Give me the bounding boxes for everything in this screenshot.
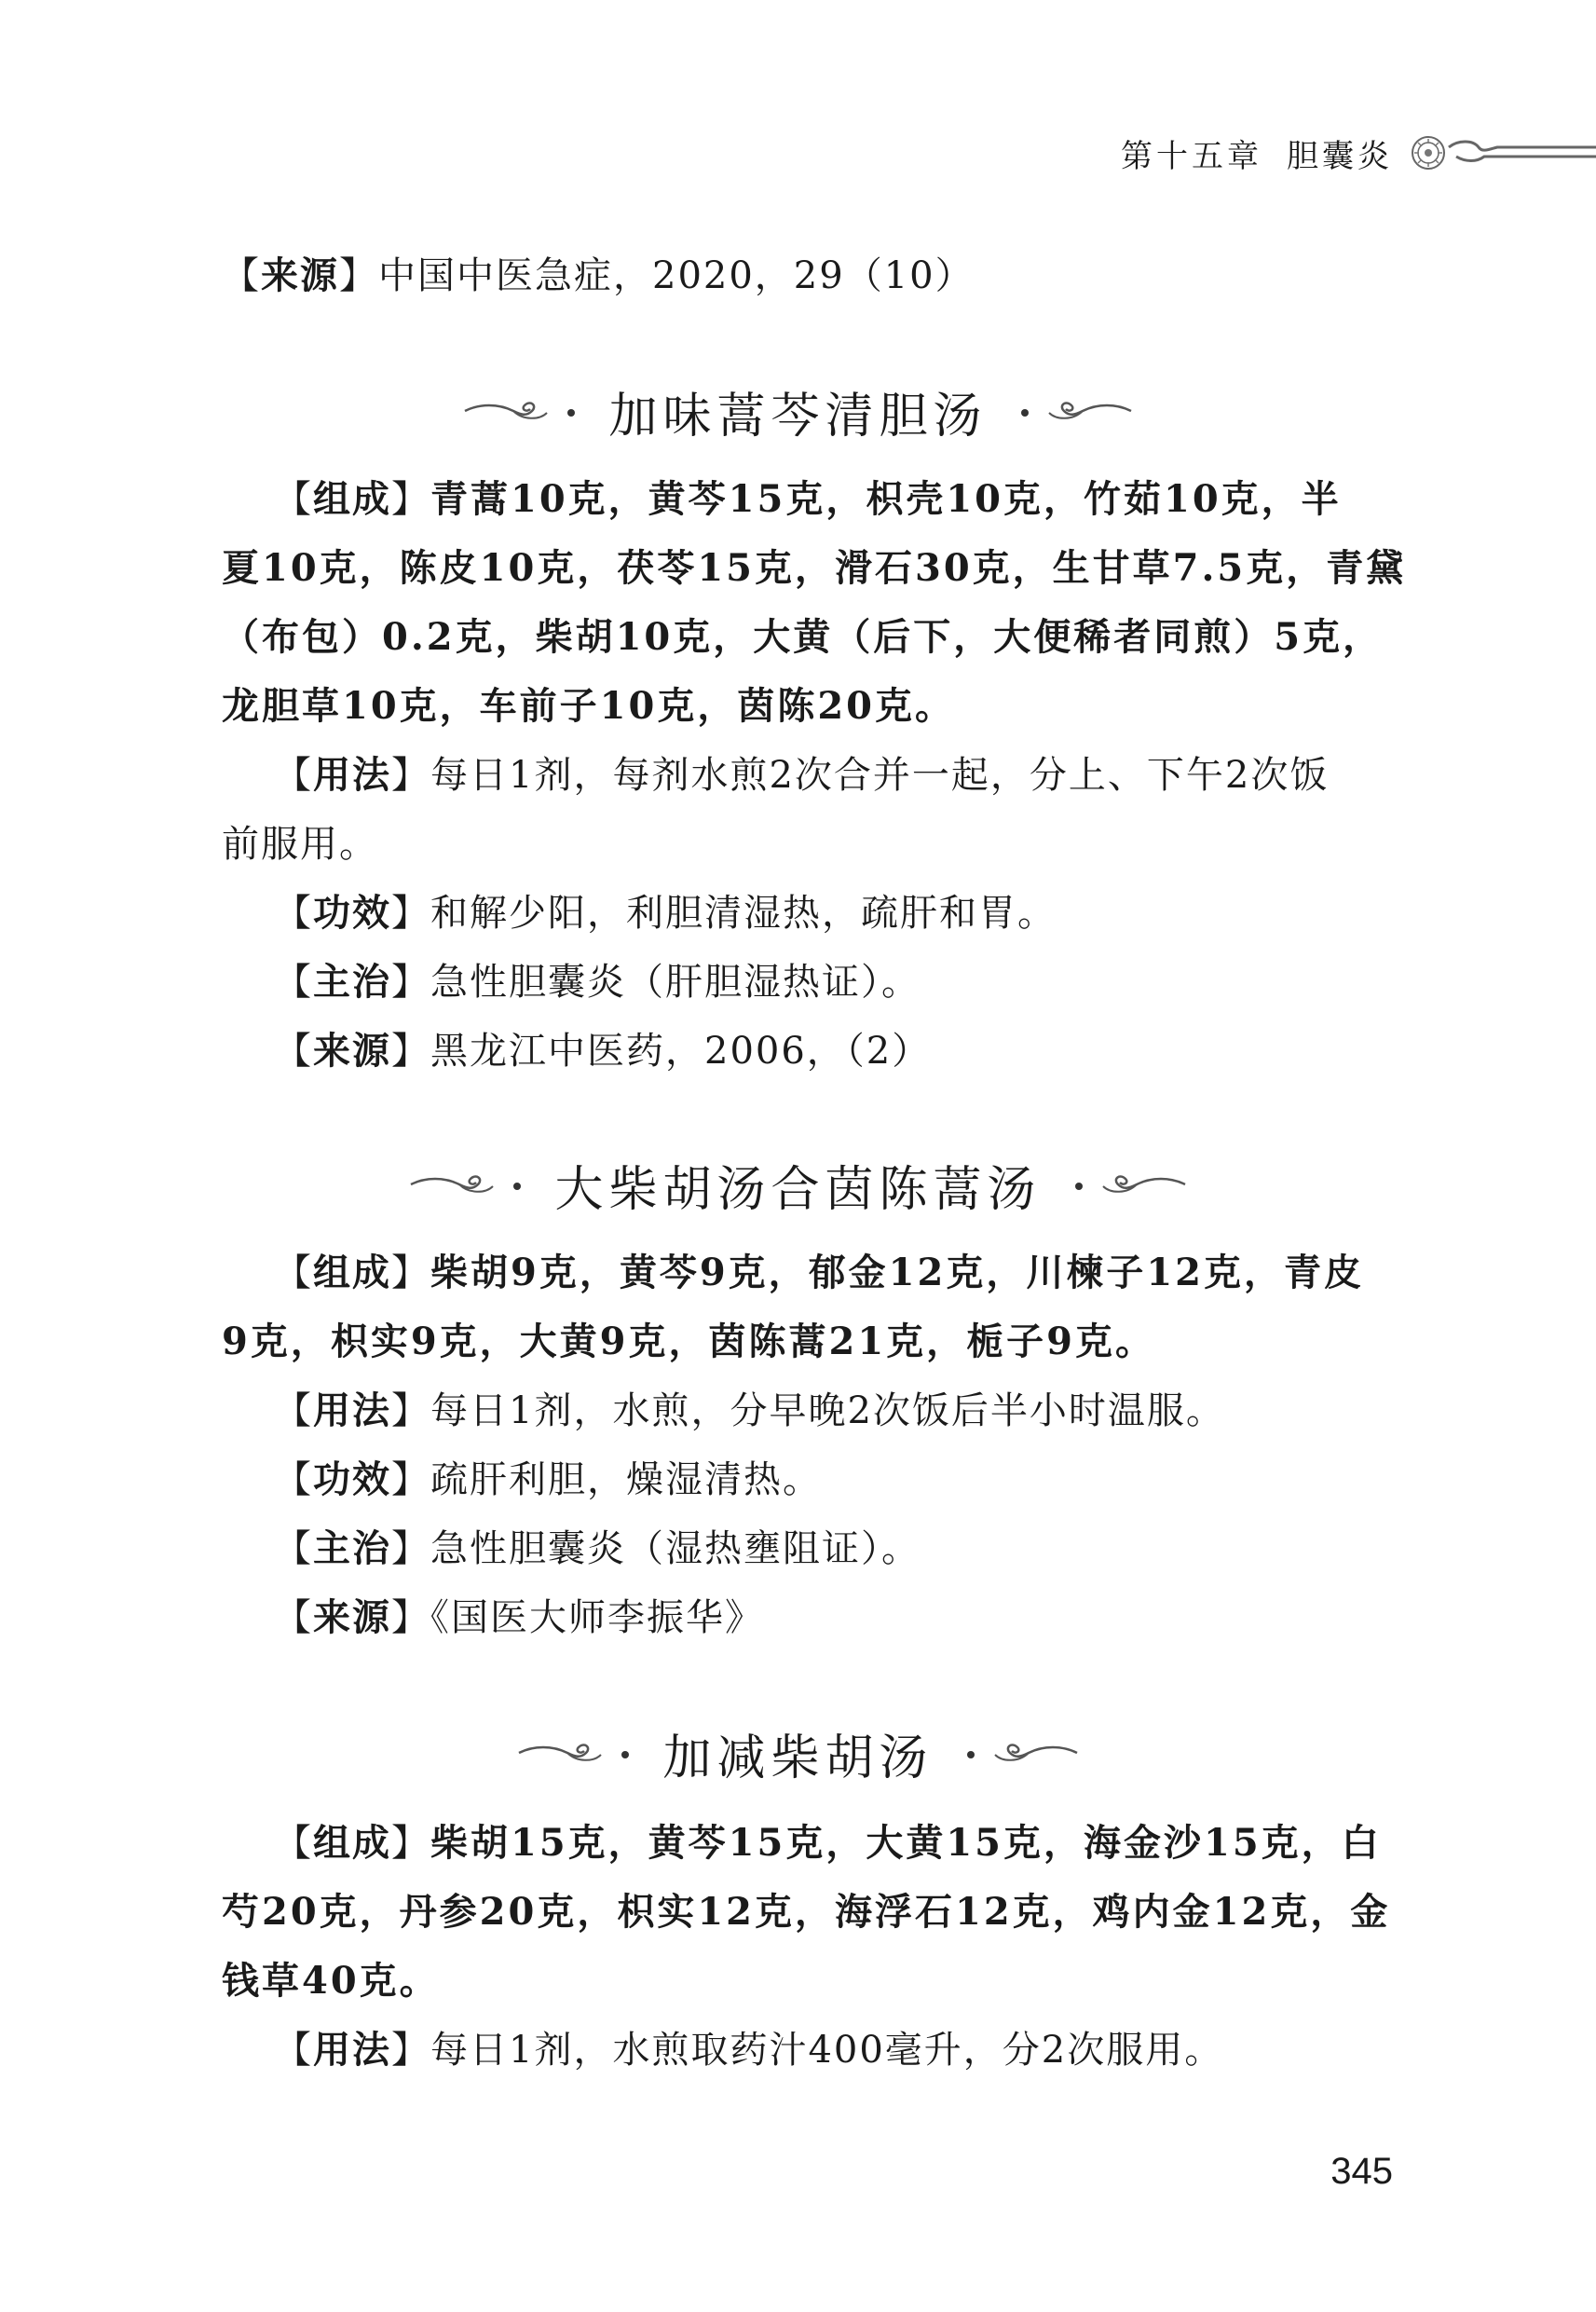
- header-text: [1121, 130, 1393, 176]
- usage-tag: 【用法】: [274, 1389, 430, 1432]
- usage-line: [274, 1377, 1448, 1444]
- composition-tag: 【组成】: [274, 1822, 430, 1865]
- recipe-title-row: [0, 1711, 1596, 1795]
- indication-text: 急性胆囊炎（肝胆湿热证）。: [430, 961, 921, 1004]
- left-scroll-ornament-icon: [407, 1166, 528, 1203]
- indication-text: 急性胆囊炎（湿热壅阻证）。: [430, 1527, 921, 1570]
- source-tag: 【来源】: [274, 1030, 430, 1073]
- source-text: 黑龙江中医药，2006，（2）: [430, 1030, 932, 1073]
- header-ornament-icon: [1400, 123, 1596, 188]
- right-scroll-ornament-icon: [960, 1734, 1081, 1772]
- composition-line: （布包）0.2克，柴胡10克，大黄（后下，大便稀者同煎）5克，: [222, 615, 1384, 659]
- recipe-title: 大柴胡汤合茵陈蒿汤: [554, 1161, 1042, 1218]
- running-header: [1112, 123, 1596, 188]
- header-chapter: 第十五章: [1121, 138, 1262, 175]
- usage-text: 每日1剂，水煎取药汁400毫升，分2次服用。: [430, 2029, 1224, 2072]
- right-scroll-ornament-icon: [1014, 392, 1135, 430]
- source-text: 中国中医急症，2020，29（10）: [378, 254, 975, 297]
- source-line: [274, 1018, 1448, 1085]
- indication-line: [274, 1515, 1448, 1582]
- left-scroll-ornament-icon: [515, 1734, 636, 1772]
- source-line: [274, 1584, 1448, 1651]
- usage-line: 前服用。: [222, 823, 378, 866]
- effect-line: [274, 1446, 1448, 1513]
- source-tag: 【来源】: [222, 254, 378, 297]
- composition-line: 9克，枳实9克，大黄9克，茵陈蒿21克，栀子9克。: [222, 1320, 1155, 1363]
- page-number: 345: [1330, 2151, 1393, 2192]
- composition-line: [274, 466, 1448, 533]
- indication-line: [274, 949, 1448, 1016]
- composition-line: 芍20克，丹参20克，枳实12克，海浮石12克，鸡内金12克，金: [222, 1890, 1391, 1934]
- composition-text: 柴胡15克，黄芩15克，大黄15克，海金沙15克，白: [430, 1821, 1382, 1865]
- effect-tag: 【功效】: [274, 1458, 430, 1501]
- usage-tag: 【用法】: [274, 2029, 430, 2072]
- top-source-line: [222, 242, 1396, 309]
- left-scroll-ornament-icon: [461, 392, 582, 430]
- composition-line: 夏10克，陈皮10克，茯苓15克，滑石30克，生甘草7.5克，青黛: [222, 546, 1407, 590]
- recipe-title-row: [0, 1142, 1596, 1226]
- usage-tag: 【用法】: [274, 754, 430, 797]
- effect-text: 疏肝利胆，燥湿清热。: [430, 1458, 822, 1501]
- indication-tag: 【主治】: [274, 961, 430, 1004]
- composition-line: [274, 1810, 1448, 1877]
- source-text: 《国医大师李振华》: [430, 1596, 764, 1639]
- usage-text: 每日1剂，每剂水煎2次合并一起，分上、下午2次饭: [430, 754, 1330, 797]
- composition-text: 青蒿10克，黄芩15克，枳壳10克，竹茹10克，半: [430, 477, 1342, 521]
- usage-text: 每日1剂，水煎，分早晚2次饭后半小时温服。: [430, 1389, 1225, 1432]
- composition-text: 柴胡9克，黄芩9克，郁金12克，川楝子12克，青皮: [430, 1251, 1364, 1294]
- usage-line: [274, 2017, 1448, 2084]
- right-scroll-ornament-icon: [1068, 1166, 1189, 1203]
- recipe-title-row: [0, 369, 1596, 453]
- effect-text: 和解少阳，利胆清湿热，疏肝和胃。: [430, 892, 1057, 935]
- header-topic: 胆囊炎: [1287, 138, 1393, 175]
- recipe-title: 加味蒿芩清胆汤: [608, 388, 988, 445]
- source-tag: 【来源】: [274, 1596, 430, 1639]
- indication-tag: 【主治】: [274, 1527, 430, 1570]
- composition-tag: 【组成】: [274, 1252, 430, 1294]
- effect-tag: 【功效】: [274, 892, 430, 935]
- composition-tag: 【组成】: [274, 478, 430, 521]
- composition-line: 龙胆草10克，车前子10克，茵陈20克。: [222, 684, 955, 728]
- composition-line: [274, 1239, 1448, 1306]
- composition-line: 钱草40克。: [222, 1959, 440, 2003]
- usage-line: [274, 742, 1448, 809]
- recipe-title: 加减柴胡汤: [662, 1730, 934, 1786]
- effect-line: [274, 880, 1448, 947]
